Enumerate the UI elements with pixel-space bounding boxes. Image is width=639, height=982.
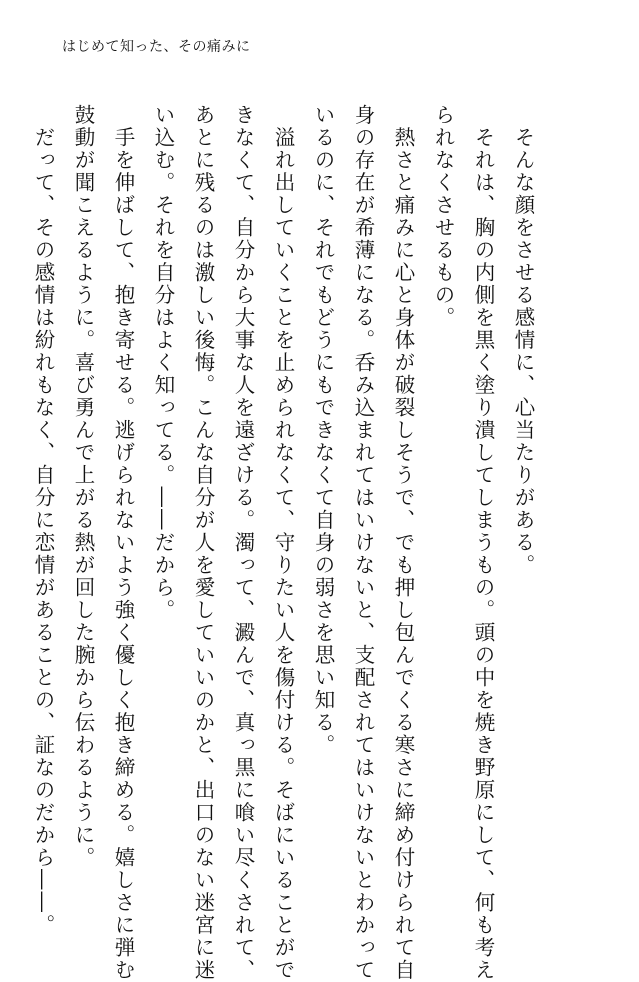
paragraph-3: 熱さと痛みに心と身体が破裂しそうで、でも押し包んでくる寒さに締め付けられて自 身の存在が希薄になる。呑み込まれてはいけないと、支配されてはいけないとわかって いるのに、それでもどうにもできなくて自身の弱さを思い知る。 bbox=[311, 104, 415, 982]
paragraph-5: 手を伸ばして、抱き寄せる。逃げられないよう強く優しく抱き締める。嬉しさに弾む 鼓動が聞こえるように。喜び勇んで上がる熱が回した腕から伝わるように。 bbox=[71, 104, 135, 982]
paragraph-1: そんな顔をさせる感情に、心当たりがある。 bbox=[511, 104, 535, 577]
paragraph-6: だって、その感情は紛れもなく、自分に恋情があることの、証なのだから――。 bbox=[31, 104, 55, 937]
paragraph-4: 溢れ出していくことを止められなくて、守りたい人を傷付ける。そばにいることがで きなくて、自分から大事な人を遠ざける。濁って、澱んで、真っ黒に喰い尽くされて、 あとに残るのは激しい後悔。こんな自分が人を愛していいのかと、出口のない迷宮に迷 い込む。それを自分はよく知ってる。――だから。 bbox=[151, 104, 295, 982]
vertical-body-text bbox=[23, 104, 543, 982]
running-header-title: はじめて知った、その痛みに bbox=[62, 39, 251, 55]
paragraph-2: それは、胸の内側を黒く塗り潰してしまうもの。頭の中を焼き野原にして、何も考え られなくさせるもの。 bbox=[431, 104, 495, 982]
